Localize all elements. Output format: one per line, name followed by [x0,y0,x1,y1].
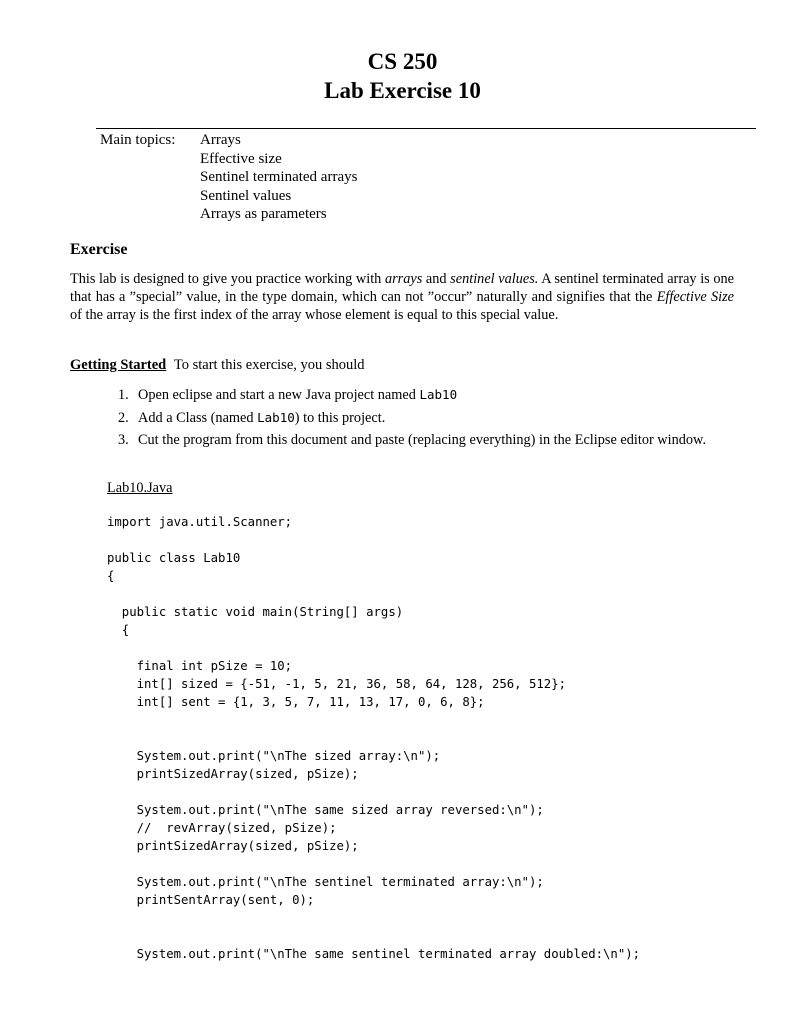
step-number: 3. [118,432,129,448]
step-text [138,431,734,449]
code-line: System.out.print("\nThe same sized array reversed:\n"); [107,803,544,817]
code-listing [107,513,640,963]
code-line: // revArray(sized, pSize); [107,821,337,835]
paragraph-text: A sentinel terminated array is one that has a ”special” value, in the type domain, which can not ”occur” naturally and signifies that the [70,271,734,305]
code-line: public static void main(String[] args) [107,605,404,619]
code-line [107,531,640,549]
code-line [107,927,640,945]
topic-item: Sentinel terminated arrays [200,169,358,185]
topic-item: Effective size [200,150,282,167]
code-line [107,729,640,747]
code-line: printSizedArray(sized, pSize); [107,767,359,781]
course-title: CS 250 [367,49,438,74]
code-line: System.out.print("\nThe same sentinel terminated array doubled:\n"); [107,947,641,961]
step-text [138,386,734,404]
topic-item: Arrays as parameters [200,206,327,222]
code-line: int[] sent = {1, 3, 5, 7, 11, 13, 17, 0, 6, 8}; [107,695,485,709]
code-line: printSizedArray(sized, pSize); [107,839,359,853]
code-line: { [107,623,130,637]
code-line: import java.util.Scanner; [107,515,293,529]
code-line: public class Lab10 [107,551,241,565]
topic-item: Sentinel values [200,187,292,204]
code-line [107,783,640,801]
step-text [138,409,734,427]
step-text-part: Open eclipse and start a new Java project named [138,387,420,403]
code-line [107,711,640,729]
step-text-part: Add a Class (named [138,409,258,426]
step-number: 2. [118,409,129,426]
main-topics-list [200,131,357,224]
code-line: int[] sized = {-51, -1, 5, 21, 36, 58, 64, 128, 256, 512}; [107,677,567,691]
code-line [107,855,640,873]
steps-list [118,386,734,454]
step-item [118,431,734,449]
getting-started-text: To start this exercise, you should [173,357,365,373]
getting-started-line [70,356,365,374]
step-number: 1. [118,387,129,403]
topic-item: Arrays [200,132,241,148]
step-item [118,386,734,404]
lab-title: Lab Exercise 10 [324,78,481,103]
header-rule [96,128,756,129]
paragraph-text: and [422,271,451,287]
paragraph-text: of the array is the first index of the array whose element is equal to this special value. [70,307,559,323]
code-line: final int pSize = 10; [107,659,293,673]
emphasis-sentinel-values: sentinel values. [450,271,539,287]
step-code: Lab10 [419,387,458,402]
step-item [118,409,734,427]
code-line [107,639,640,657]
exercise-heading: Exercise [70,241,128,258]
code-line: { [107,569,115,583]
step-text-part: ) to this project. [294,409,386,426]
code-line: printSentArray(sent, 0); [107,893,315,907]
main-topics-label: Main topics: [100,132,176,148]
emphasis-effective-size: Effective Size [656,289,734,305]
paragraph-text: This lab is designed to give you practice working with [70,271,385,287]
code-line: System.out.print("\nThe sentinel terminated array:\n"); [107,875,544,889]
file-name-label: Lab10.Java [107,480,173,496]
exercise-paragraph [70,270,734,324]
emphasis-arrays: arrays [384,271,423,287]
step-code: Lab10 [257,409,295,425]
code-line [107,909,640,927]
getting-started-heading: Getting Started [70,357,167,373]
step-text-part: Cut the program from this document and paste (replacing everything) in the Eclipse editor window. [138,432,707,448]
code-line [107,585,640,603]
code-line: System.out.print("\nThe sized array:\n"); [107,749,441,763]
